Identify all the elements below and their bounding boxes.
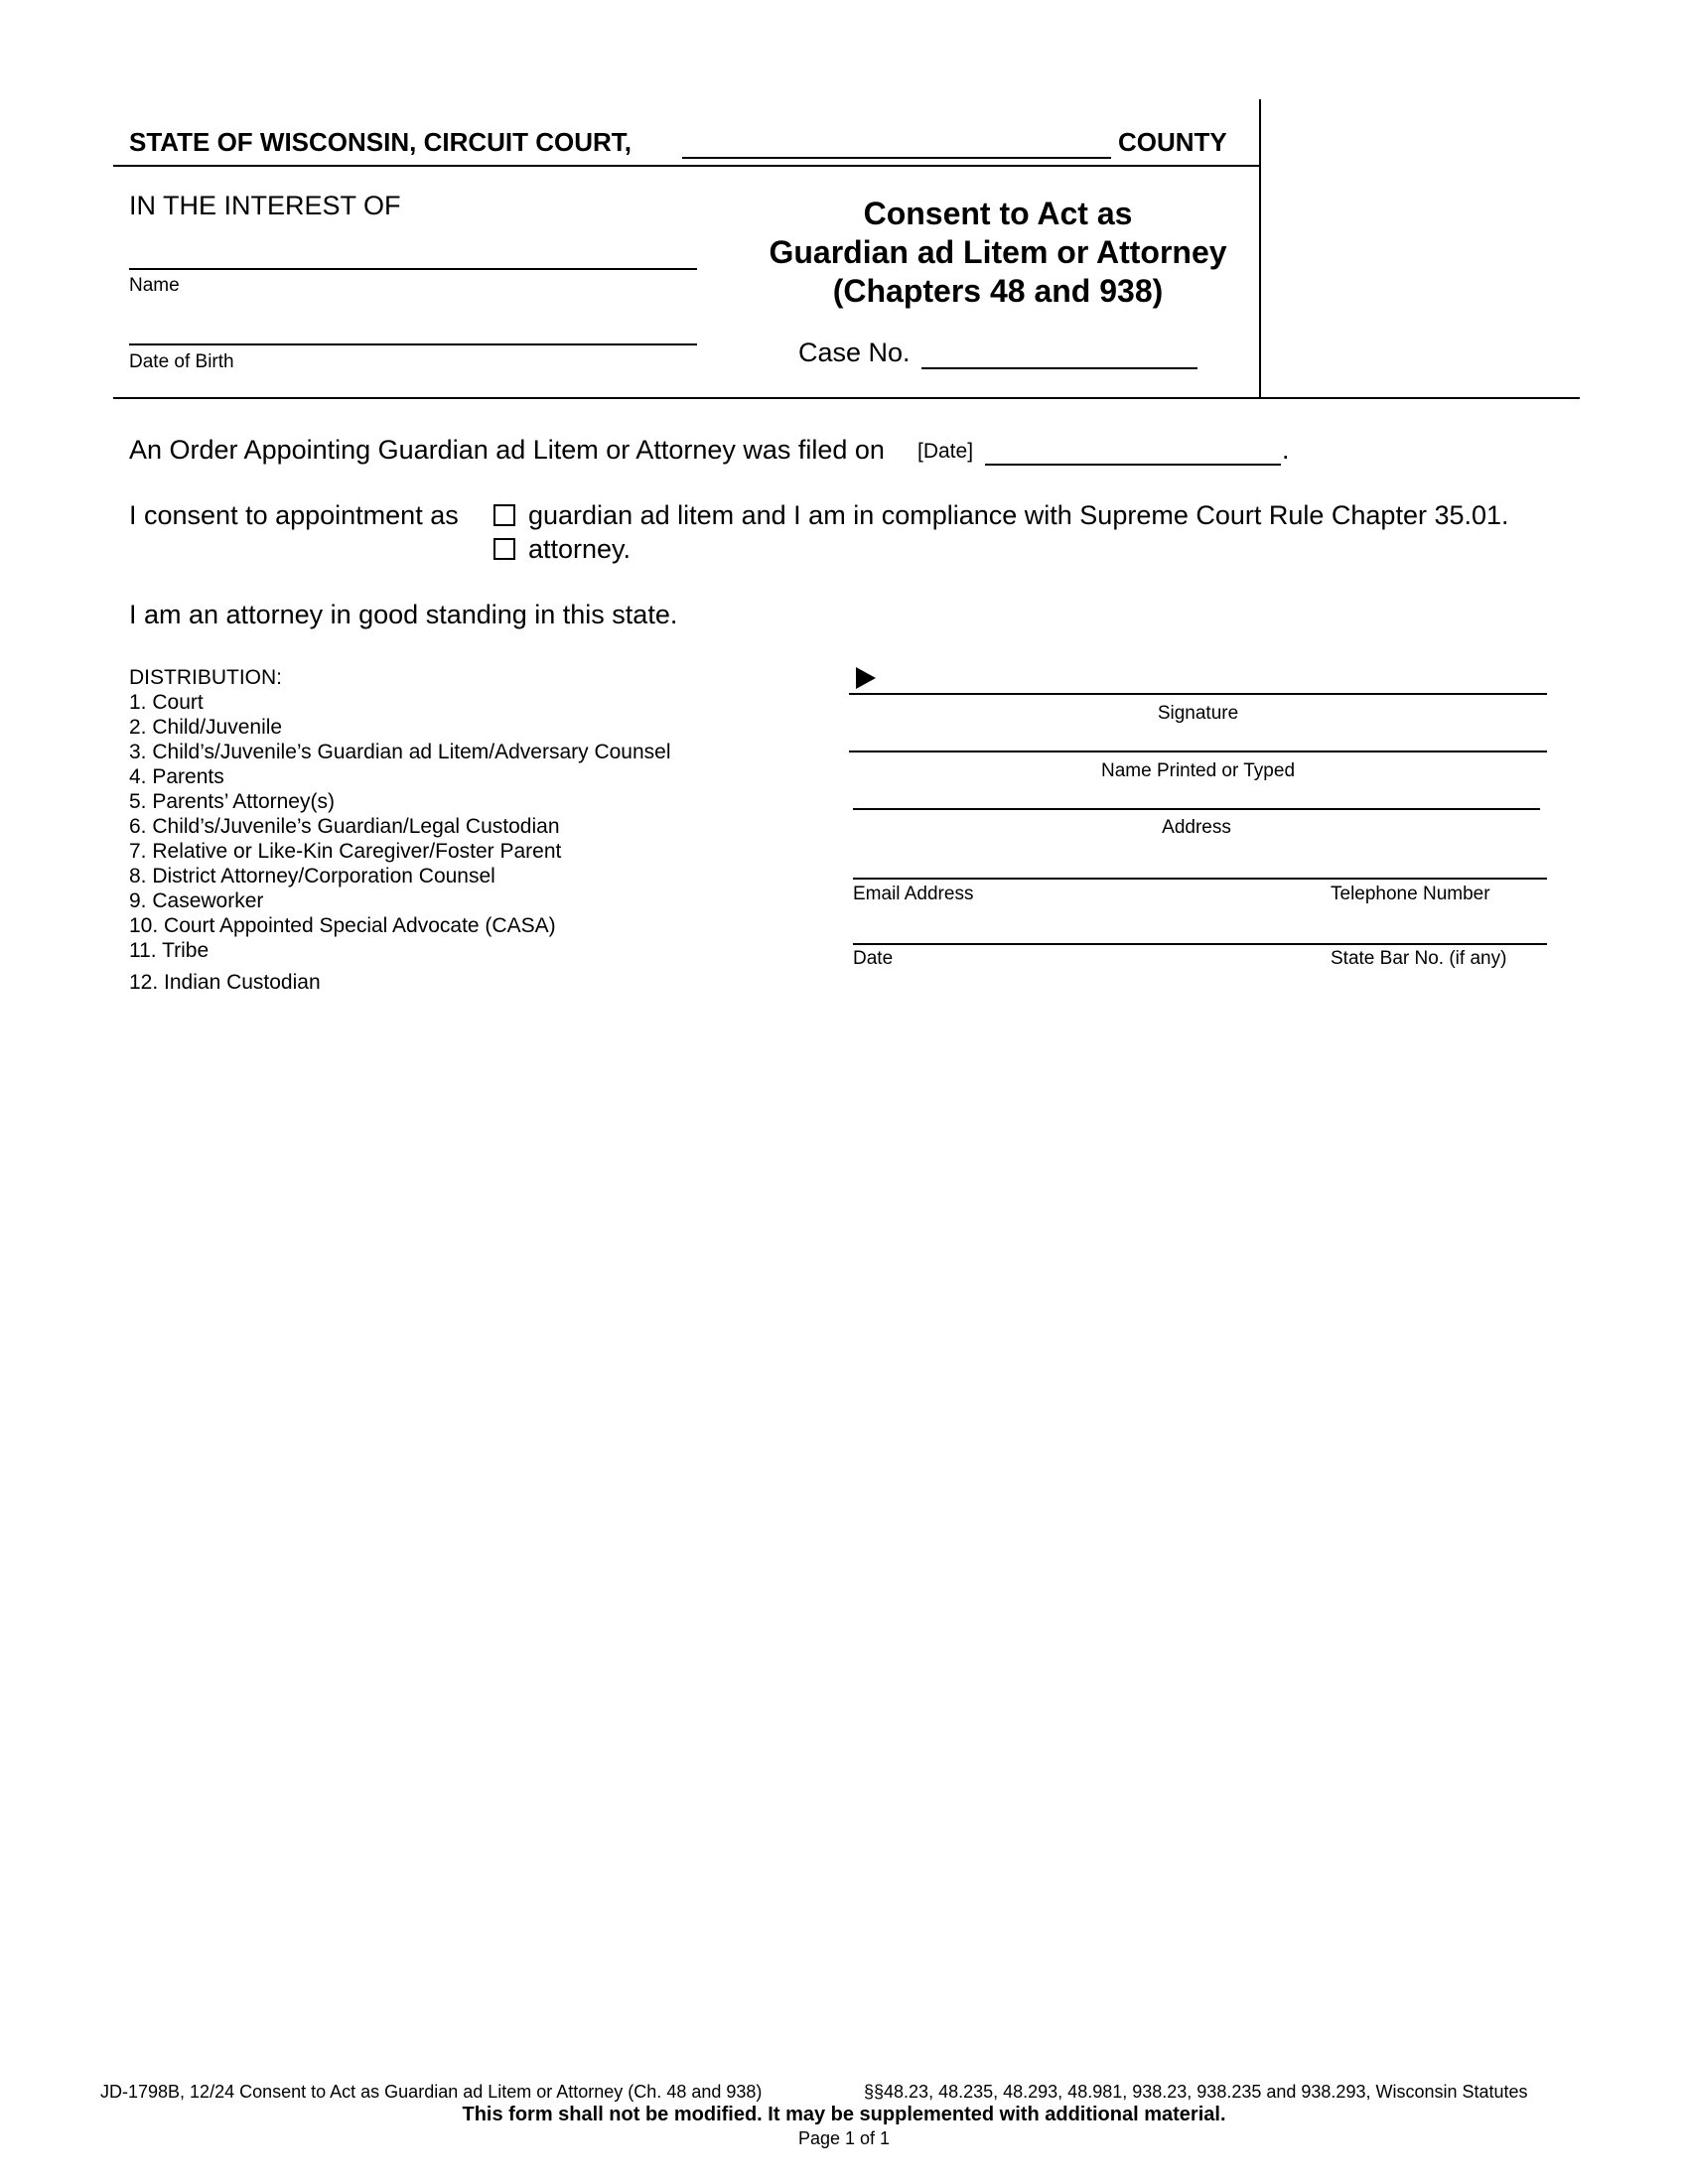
title-line-2: Guardian ad Litem or Attorney xyxy=(769,234,1227,270)
name-printed-field[interactable] xyxy=(849,723,1547,752)
list-item: 2. Child/Juvenile xyxy=(129,716,283,739)
attorney-option-label: attorney. xyxy=(528,534,632,564)
signature-label: Signature xyxy=(1157,703,1239,724)
date-bar-field[interactable] xyxy=(853,909,1547,945)
footer-notice: This form shall not be modified. It may be supplemented with additional material. xyxy=(462,2104,1226,2125)
interest-label: IN THE INTEREST OF xyxy=(129,191,401,220)
list-item: 9. Caseworker xyxy=(129,889,264,912)
case-number-field[interactable] xyxy=(921,340,1197,369)
list-item: 3. Child’s/Juvenile’s Guardian ad Litem/Adversary Counsel xyxy=(129,741,671,763)
list-item: 8. District Attorney/Corporation Counsel xyxy=(129,865,495,887)
address-label: Address xyxy=(1162,817,1231,838)
distribution-heading: DISTRIBUTION: xyxy=(129,666,283,689)
form-title xyxy=(735,195,1261,311)
name-label: Name xyxy=(129,275,180,296)
guardian-option-label: guardian ad litem and I am in compliance with Supreme Court Rule Chapter 35.01. xyxy=(528,500,1509,530)
date-label: Date xyxy=(853,948,894,969)
form-id: JD-1798B, 12/24 Consent to Act as Guardian ad Litem or Attorney (Ch. 48 and 938) xyxy=(100,2082,763,2102)
guardian-checkbox[interactable] xyxy=(493,504,515,526)
attorney-checkbox[interactable] xyxy=(493,538,515,560)
court-heading: STATE OF WISCONSIN, CIRCUIT COURT, xyxy=(129,127,633,157)
list-item: 12. Indian Custodian xyxy=(129,971,321,994)
email-label: Email Address xyxy=(853,884,974,904)
statutes: §§48.23, 48.235, 48.293, 48.981, 938.23, 938.235 and 938.293, Wisconsin Statutes xyxy=(864,2082,1528,2102)
name-field[interactable] xyxy=(129,238,697,270)
list-item: 5. Parents’ Attorney(s) xyxy=(129,790,335,813)
dob-field[interactable] xyxy=(129,314,697,345)
consent-label: I consent to appointment as xyxy=(129,500,459,530)
page-number: Page 1 of 1 xyxy=(797,2128,891,2148)
list-item: 4. Parents xyxy=(129,765,224,788)
list-item: 6. Child’s/Juvenile’s Guardian/Legal Custodian xyxy=(129,815,560,838)
county-label: COUNTY xyxy=(1118,127,1227,157)
county-field[interactable] xyxy=(682,131,1111,159)
list-item: 7. Relative or Like-Kin Caregiver/Foster Parent xyxy=(129,840,562,863)
order-period: . xyxy=(1282,435,1290,465)
list-item: 11. Tribe xyxy=(129,939,210,962)
signature-field[interactable] xyxy=(849,663,1547,695)
order-date-field[interactable] xyxy=(985,437,1281,466)
address-field[interactable] xyxy=(853,780,1540,810)
header-rule xyxy=(113,165,1260,167)
name-printed-label: Name Printed or Typed xyxy=(1100,760,1296,781)
telephone-label: Telephone Number xyxy=(1331,884,1490,904)
dob-label: Date of Birth xyxy=(129,351,234,372)
title-line-1: Consent to Act as xyxy=(863,196,1133,231)
case-number-label: Case No. xyxy=(798,338,911,367)
state-bar-label: State Bar No. (if any) xyxy=(1331,948,1507,969)
order-text: An Order Appointing Guardian ad Litem or Attorney was filed on xyxy=(129,435,885,465)
distribution-list xyxy=(129,665,671,995)
title-line-3: (Chapters 48 and 938) xyxy=(832,273,1164,309)
list-item: 1. Court xyxy=(129,691,204,714)
caption-bottom-rule xyxy=(113,397,1580,399)
list-item: 10. Court Appointed Special Advocate (CASA) xyxy=(129,914,556,937)
email-phone-field[interactable] xyxy=(853,844,1547,880)
date-hint: [Date] xyxy=(917,440,974,463)
good-standing-statement: I am an attorney in good standing in this state. xyxy=(129,600,678,629)
